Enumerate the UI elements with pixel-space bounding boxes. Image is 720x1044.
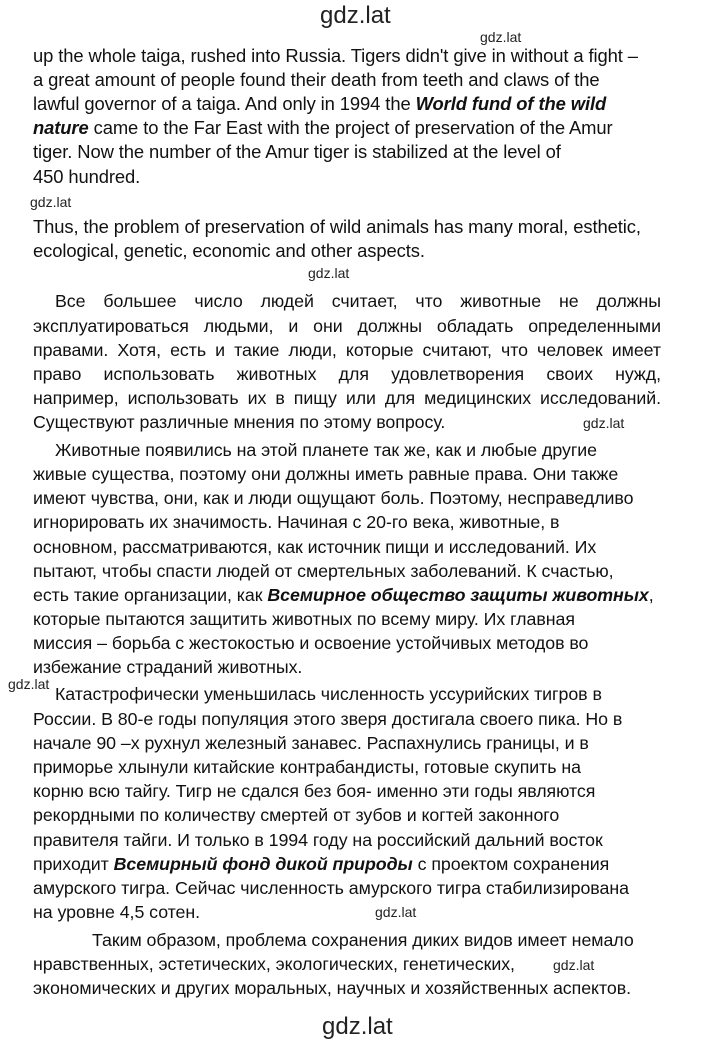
watermark-small: gdz.lat: [553, 957, 595, 973]
text-line: живые существа, поэтому они должны иметь равные права. Они также: [33, 464, 619, 484]
text-span: came to the Far East with the project of preservation of the Amur: [88, 117, 613, 138]
text-line: избежание страданий животных.: [33, 657, 303, 677]
organization-name: nature: [33, 117, 89, 138]
watermark-top: gdz.lat: [320, 2, 391, 29]
text-line: Все большее число людей считает, что животные не должны: [55, 291, 661, 311]
watermark-small: gdz.lat: [583, 415, 625, 431]
text-line: пытают, чтобы спасти людей от смертельных заболеваний. К счастью,: [33, 561, 614, 581]
watermark-small: gdz.lat: [308, 265, 350, 281]
organization-name: Всемирный фонд дикой природы: [113, 854, 413, 874]
text-line: эксплуатироваться людьми, и они должны обладать определенными: [33, 316, 661, 336]
organization-name: World fund of the wild: [415, 93, 607, 114]
text-line: начале 90 –х рухнул железный занавес. Распахнулись границы, и в: [33, 733, 589, 753]
text-line: [33, 92, 606, 116]
text-span: есть такие организации, как: [33, 585, 268, 605]
text-line: [33, 852, 609, 876]
text-line: правами. Хотя, есть и такие люди, которые считают, что человек имеет: [33, 340, 661, 360]
text-line: экономических и других моральных, научных и хозяйственных аспектов.: [33, 978, 632, 998]
text-line: правителя тайги. И только в 1994 году на российский дальний восток: [33, 830, 603, 850]
text-line: [33, 116, 613, 140]
text-line: a great amount of people found their death from teeth and claws of the: [33, 69, 600, 90]
text-line: приморье хлынули китайские контрабандисты, готовые скупить на: [33, 757, 581, 777]
text-span: приходит: [33, 854, 114, 874]
text-line: Катастрофически уменьшилась численность уссурийских тигров в: [55, 684, 602, 704]
text-line: основном, рассматриваются, как источник пищи и исследований. Их: [33, 537, 597, 557]
text-line: [33, 583, 654, 607]
watermark-small: gdz.lat: [375, 904, 417, 920]
watermark-bottom: gdz.lat: [322, 1013, 393, 1040]
watermark-small: gdz.lat: [480, 29, 522, 45]
text-line: ecological, genetic, economic and other aspects.: [33, 240, 425, 261]
text-line: амурского тигра. Сейчас численность амурского тигра стабилизирована: [33, 878, 629, 898]
text-span: с проектом сохранения: [412, 854, 610, 874]
text-line: tiger. Now the number of the Amur tiger is stabilized at the level of: [33, 141, 561, 162]
text-line: которые пытаются защитить животных по всему миру. Их главная: [33, 609, 575, 629]
text-span: ,: [648, 585, 654, 605]
text-line: корню всю тайгу. Тигр не сдался без боя- именно эти годы являются: [33, 781, 596, 801]
text-line: на уровне 4,5 сотен.: [33, 902, 201, 922]
text-line: Thus, the problem of preservation of wild animals has many moral, esthetic,: [33, 216, 641, 237]
text-line: нравственных, эстетических, экологических, генетических,: [33, 954, 515, 974]
text-line: России. В 80-е годы популяция этого зверя достигала своего пика. Но в: [33, 709, 623, 729]
watermark-small: gdz.lat: [8, 676, 50, 692]
text-line: Животные появились на этой планете так же, как и любые другие: [55, 440, 598, 460]
text-line: 450 hundred.: [33, 166, 141, 187]
text-line: право использовать животных для удовлетворения своих нужд,: [33, 364, 661, 384]
text-line: игнорировать их значимость. Начиная с 20-го века, животные, в: [33, 512, 560, 532]
watermark-small: gdz.lat: [30, 194, 72, 210]
text-line: рекордными по количеству смертей от зубов и когтей законного: [33, 805, 560, 825]
text-line: Таким образом, проблема сохранения диких видов имеет немало: [92, 930, 634, 950]
text-line: например, использовать их в пищу или для медицинских исследований.: [33, 388, 661, 408]
organization-name: Всемирное общество защиты животных: [267, 585, 649, 605]
text-line: Существуют различные мнения по этому вопросу.: [33, 412, 446, 432]
text-line: up the whole taiga, rushed into Russia. Tigers didn't give in without a fight –: [33, 45, 638, 66]
text-line: миссия – борьба с жестокостью и освоение устойчивых методов во: [33, 633, 589, 653]
text-span: lawful governor of a taiga. And only in 1994 the: [33, 93, 416, 114]
text-line: имеют чувства, они, как и люди ощущают боль. Поэтому, несправедливо: [33, 488, 634, 508]
